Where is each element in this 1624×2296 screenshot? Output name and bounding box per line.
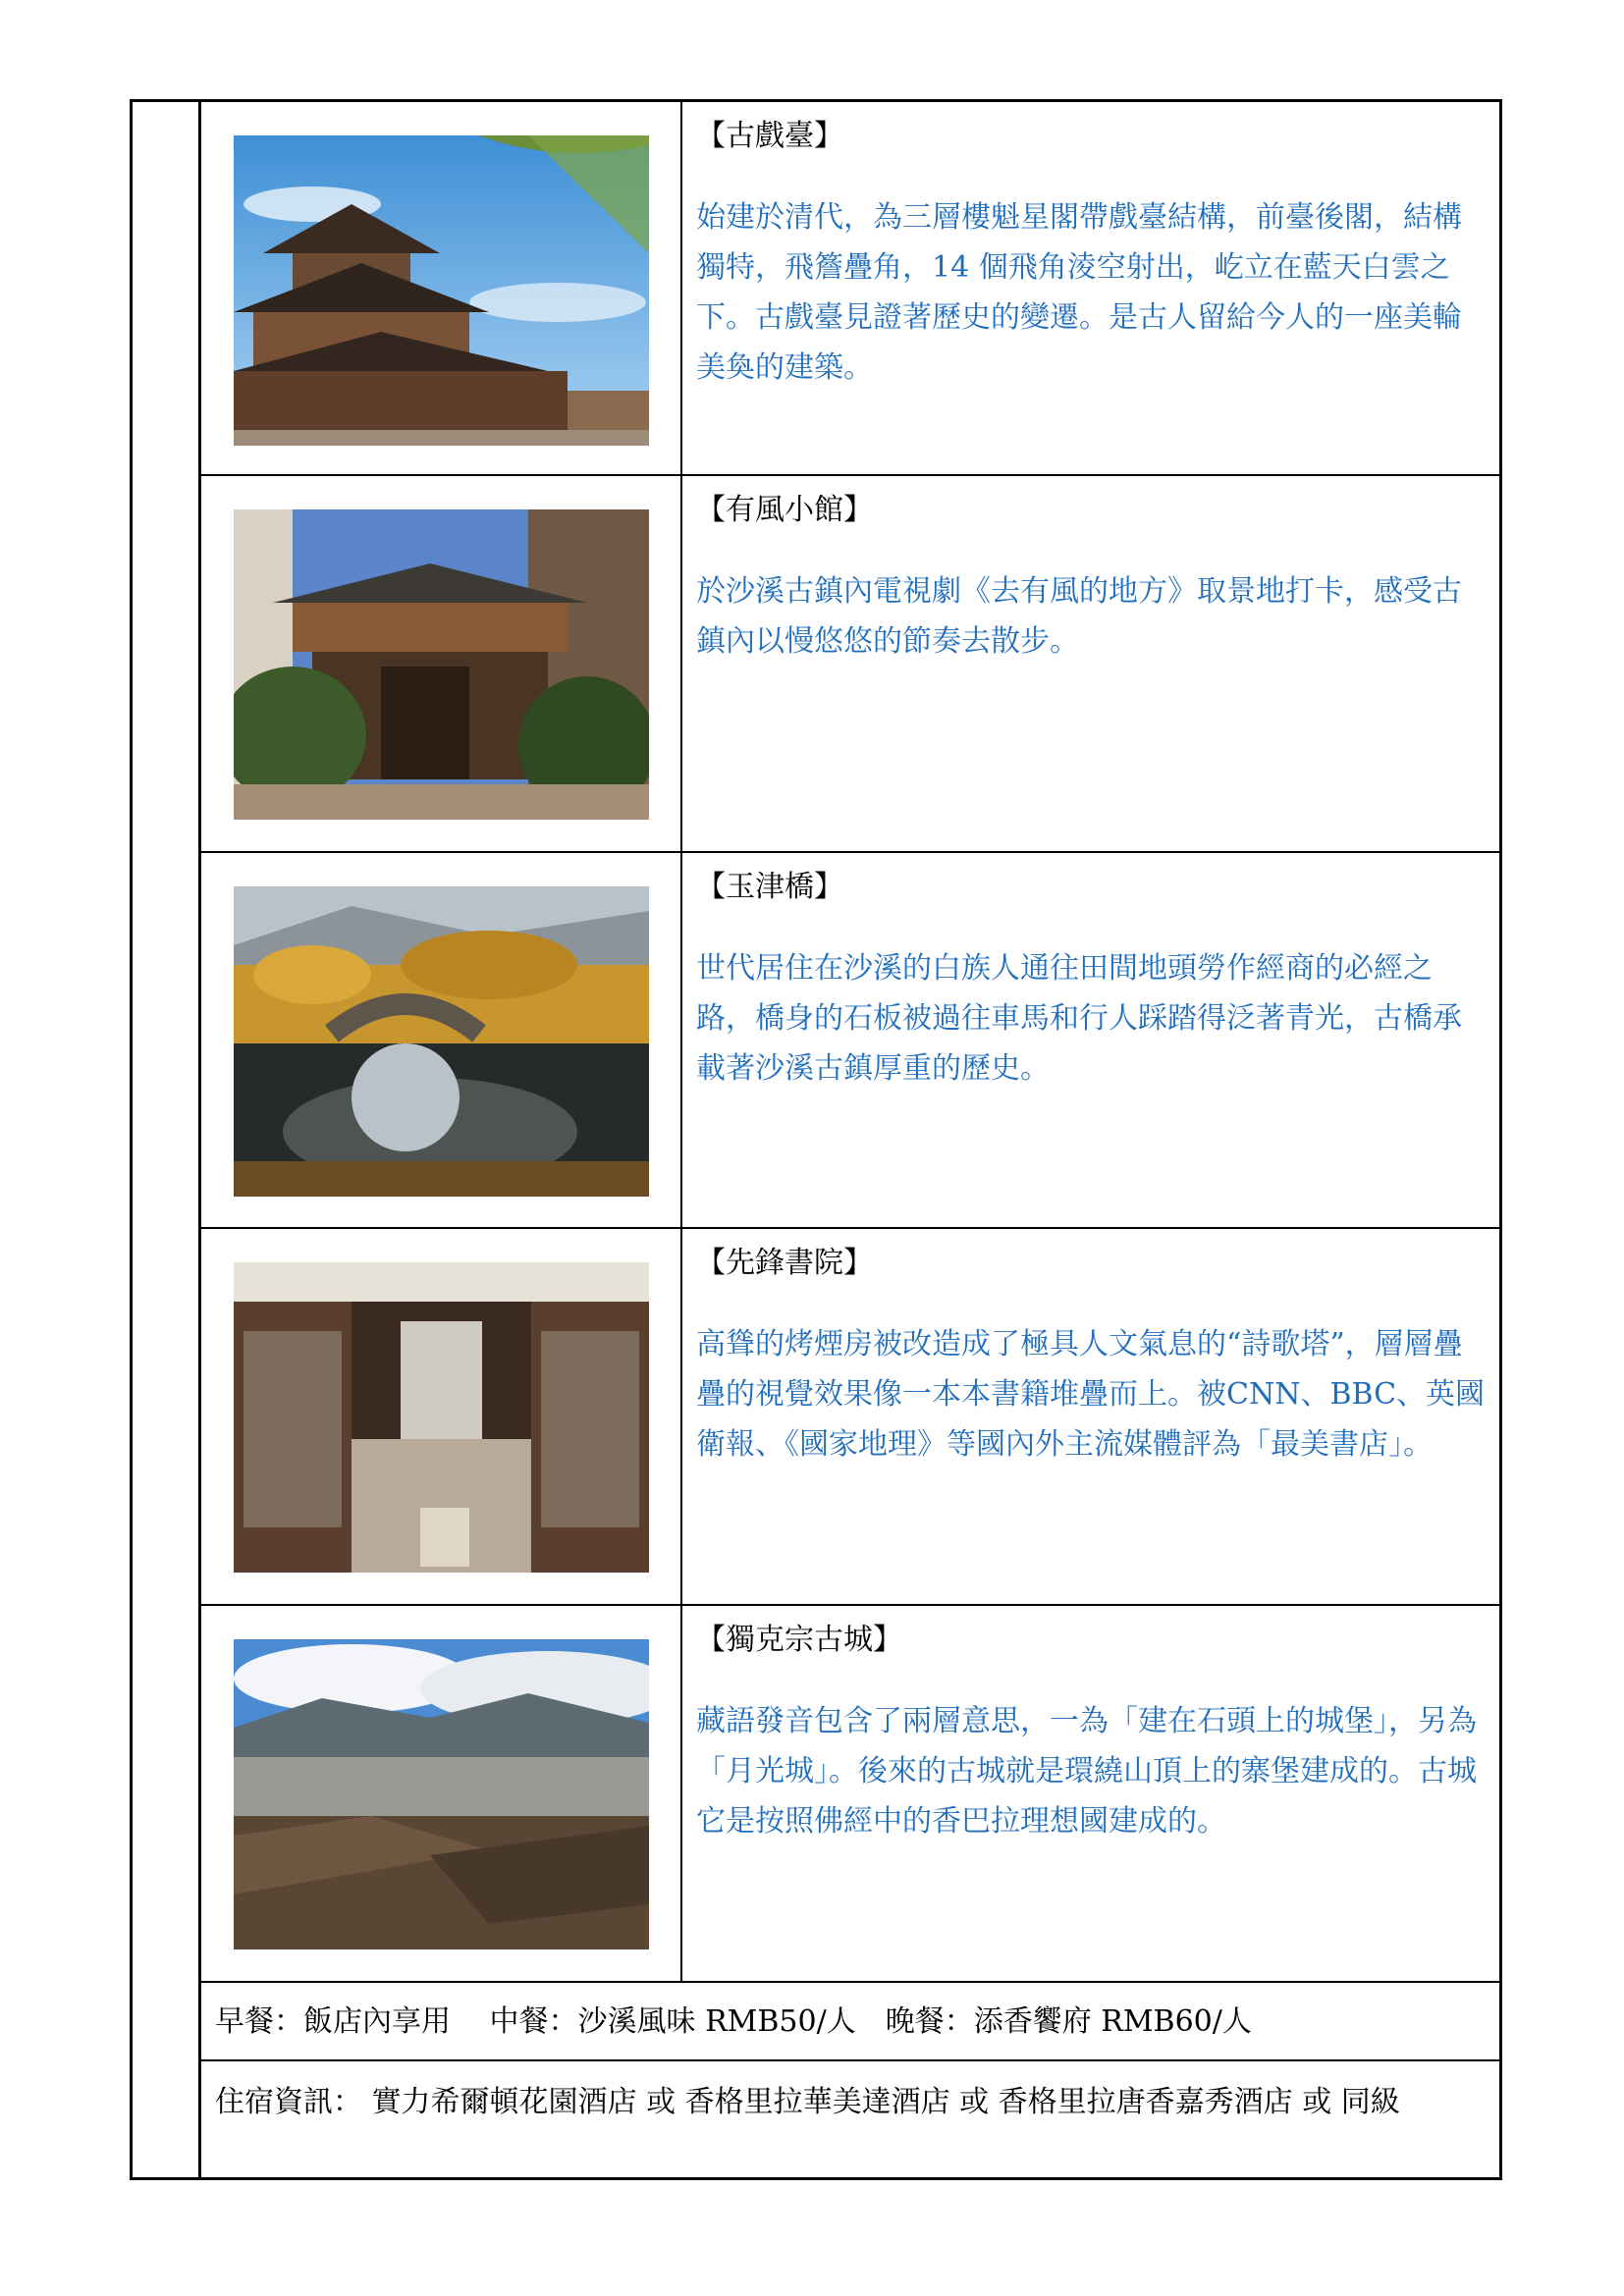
meals-row: 早餐：飯店內享用 中餐：沙溪風味 RMB50/人 晚餐：添香饗府 RMB60/人 (201, 1983, 1499, 2061)
attraction-row (201, 853, 1499, 1229)
attraction-row (201, 102, 1499, 476)
attraction-row (201, 1229, 1499, 1606)
attraction-row (201, 476, 1499, 853)
attraction-photo (234, 886, 649, 1197)
photo-cell (201, 853, 682, 1227)
attraction-title: 【有風小館】 (696, 493, 873, 527)
attraction-description: 於沙溪古鎮內電視劇《去有風的地方》取景地打卡，感受古鎮內以慢悠悠的節奏去散步。 (696, 574, 1462, 659)
attraction-description: 高聳的烤煙房被改造成了極具人文氣息的“詩歌塔”，層層疊疊的視覺效果像一本本書籍堆疊而上。被CNN、BBC、英國衛報、《國家地理》等國內外主流媒體評為「最美書店」。 (696, 1327, 1486, 1462)
description-cell (682, 102, 1499, 474)
attraction-photo (234, 509, 649, 820)
itinerary-table (130, 99, 1502, 2180)
attraction-description: 世代居住在沙溪的白族人通往田間地頭勞作經商的必經之路，橋身的石板被過往車馬和行人踩踏得泛著青光，古橋承載著沙溪古鎮厚重的歷史。 (696, 951, 1462, 1086)
attraction-photo (234, 135, 649, 446)
photo-cell (201, 476, 682, 851)
description-cell (682, 1606, 1499, 1981)
attraction-title: 【玉津橋】 (696, 870, 843, 904)
attraction-description: 藏語發音包含了兩層意思，一為「建在石頭上的城堡」，另為「月光城」。後來的古城就是環繞山頂上的寨堡建成的。古城它是按照佛經中的香巴拉理想國建成的。 (696, 1704, 1477, 1839)
photo-cell (201, 102, 682, 474)
photo-cell (201, 1229, 682, 1604)
description-cell (682, 1229, 1499, 1604)
day-column (133, 102, 201, 2177)
photo-cell (201, 1606, 682, 1981)
attraction-title: 【獨克宗古城】 (696, 1623, 902, 1657)
day-content (201, 102, 1499, 2177)
attraction-photo (234, 1262, 649, 1573)
description-cell (682, 853, 1499, 1227)
attraction-title: 【先鋒書院】 (696, 1246, 873, 1280)
attraction-description: 始建於清代，為三層樓魁星閣帶戲臺結構，前臺後閣，結構獨特，飛簷疊角，14 個飛角淩空射出，屹立在藍天白雲之下。古戲臺見證著歷史的變遷。是古人留給今人的一座美輪美奐的建築。 (696, 200, 1462, 385)
attraction-photo (234, 1639, 649, 1949)
attraction-title: 【古戲臺】 (696, 119, 843, 153)
accommodation-row: 住宿資訊： 實力希爾頓花園酒店 或 香格里拉華美達酒店 或 香格里拉唐香嘉秀酒店 或 同級 (215, 2085, 1400, 2119)
description-cell (682, 476, 1499, 851)
attraction-row (201, 1606, 1499, 1983)
